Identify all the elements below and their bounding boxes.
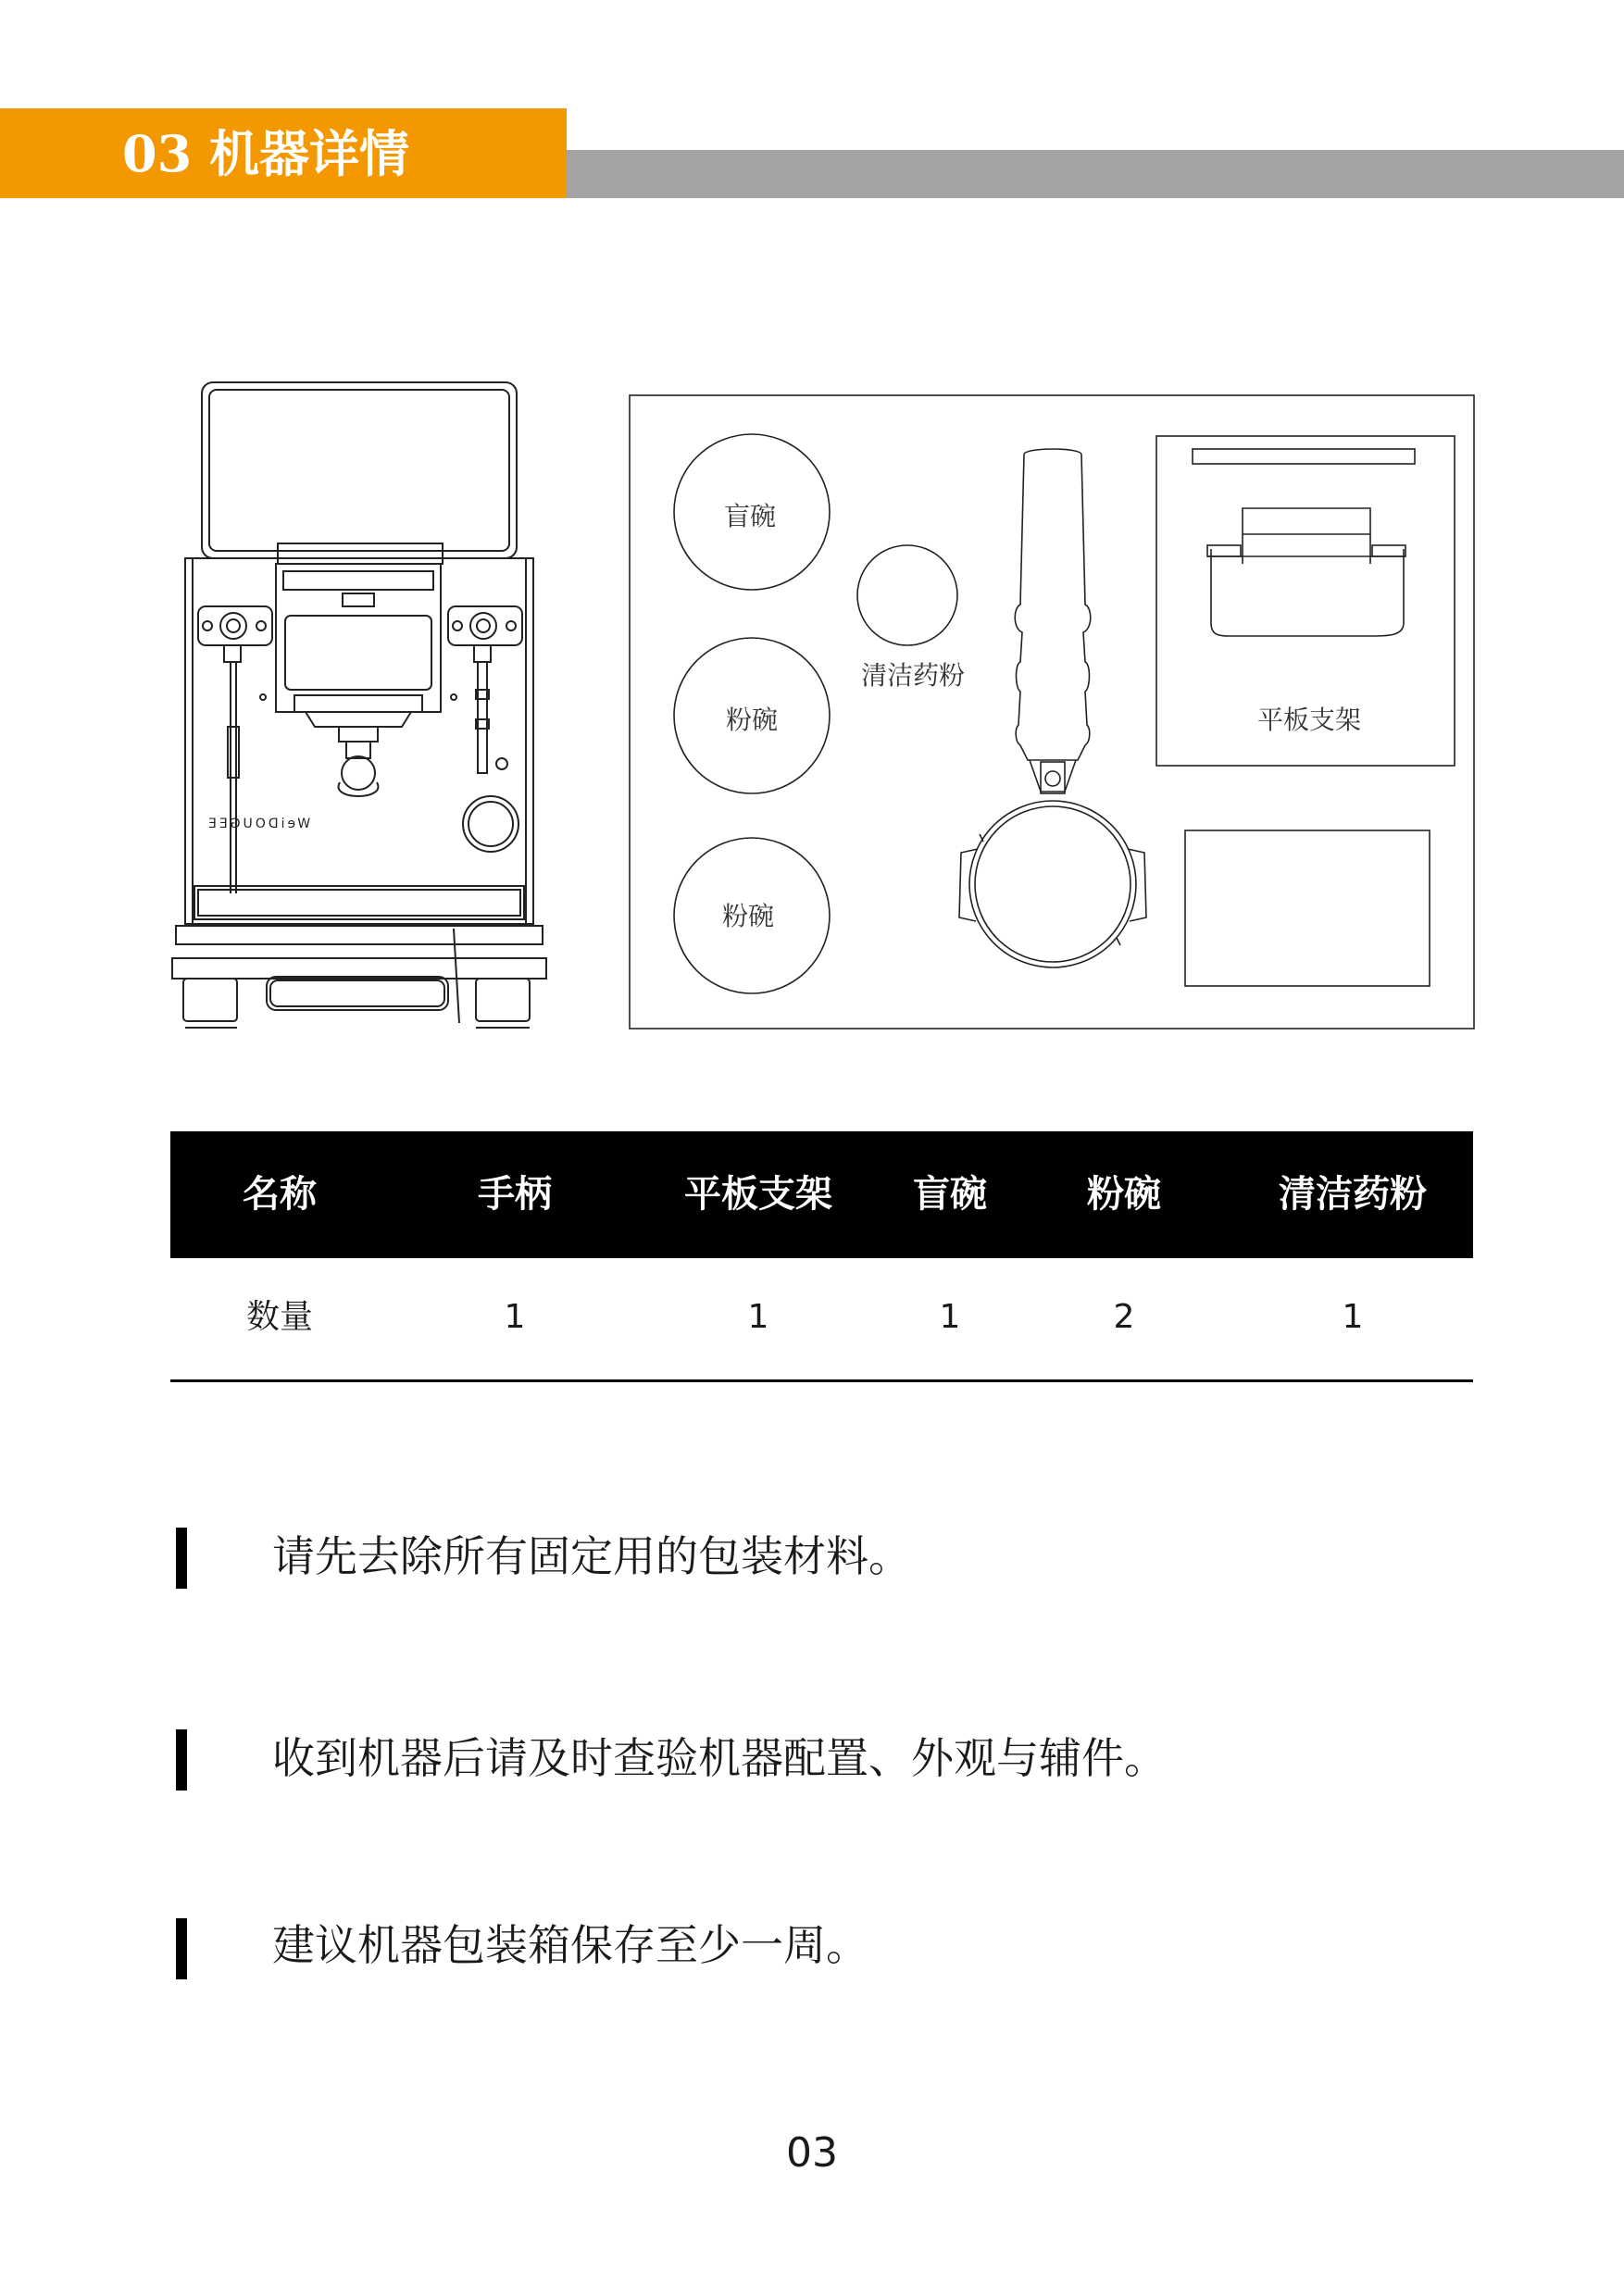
table-header (170, 1131, 1473, 1258)
powder-bowl-label-1: 粉碗 (725, 705, 779, 735)
header-name: 名称 (243, 1173, 317, 1216)
row-label-quantity: 数量 (245, 1298, 314, 1336)
machine-brand-text: WeiDOUGEE (206, 817, 311, 831)
powder-bowl-label-2: 粉碗 (721, 901, 775, 931)
note-marker (176, 1729, 187, 1791)
quantity-blind-basket: 1 (939, 1298, 961, 1336)
note-text: 收到机器后请及时查验机器配置、外观与辅件。 (272, 1733, 1167, 1783)
note-marker (176, 1918, 187, 1979)
cleaning-powder-label: 清洁药粉 (860, 660, 966, 691)
section-title: 03 机器详情 (122, 124, 409, 183)
header-handle: 手柄 (478, 1173, 552, 1216)
tablet-stand-label: 平板支架 (1256, 705, 1362, 735)
blind-basket-label: 盲碗 (723, 501, 777, 531)
espresso-machine-illustration (167, 375, 556, 1037)
note-marker (176, 1528, 187, 1589)
quantity-cleaning-powder: 1 (1342, 1298, 1364, 1336)
page-number: 03 (786, 2129, 838, 2177)
quantity-powder-bowl: 2 (1113, 1298, 1135, 1336)
header-blind-basket: 盲碗 (913, 1173, 987, 1216)
header-powder-bowl: 粉碗 (1087, 1173, 1161, 1216)
note-text: 建议机器包装箱保存至少一周。 (272, 1920, 868, 1970)
note-text: 请先去除所有固定用的包装材料。 (272, 1531, 911, 1581)
quantity-handle: 1 (504, 1298, 526, 1336)
quantity-tablet-stand: 1 (747, 1298, 769, 1336)
header-tablet-stand: 平板支架 (684, 1173, 832, 1216)
table-bottom-rule (170, 1379, 1473, 1382)
header-cleaning-powder: 清洁药粉 (1279, 1173, 1427, 1216)
section-header-rule (567, 150, 1624, 198)
